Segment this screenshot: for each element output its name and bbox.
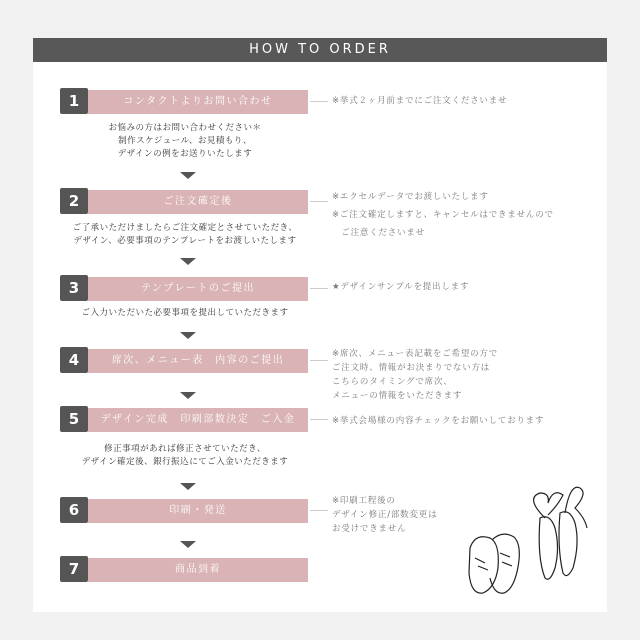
step-note <box>332 347 498 403</box>
arrow-down-icon <box>180 258 196 265</box>
connector-line <box>310 419 328 420</box>
arrow-down-icon <box>180 172 196 179</box>
step-description <box>60 122 310 161</box>
connector-line <box>310 360 328 361</box>
step-description <box>60 443 310 469</box>
step-7 <box>60 556 310 582</box>
step-label: 席次、メニュー表 内容のご提出 <box>88 349 308 373</box>
step-number: 3 <box>60 275 88 301</box>
step-number: 1 <box>60 88 88 114</box>
step-4 <box>60 347 310 373</box>
note-line: ご注意くださいませ <box>332 228 426 238</box>
step-3 <box>60 275 310 301</box>
connector-line <box>310 201 328 202</box>
step-6 <box>60 497 310 523</box>
description-line: デザイン確定後、銀行振込にてご入金いただきます <box>81 457 289 467</box>
step-label: 商品到着 <box>88 558 308 582</box>
note-line: ※席次、メニュー表記載をご希望の方で <box>332 349 499 359</box>
note-line: ※挙式２ヶ月前までにご注文くださいませ <box>332 96 508 106</box>
step-label: コンタクトよりお問い合わせ <box>88 90 308 114</box>
note-line: デザイン修正/部数変更は <box>332 510 438 520</box>
description-line: ご入力いただいた必要事項を提出していただきます <box>81 308 289 318</box>
step-label: 印刷・発送 <box>88 499 308 523</box>
note-line: ★デザインサンプルを提出します <box>332 282 470 292</box>
step-2 <box>60 188 310 214</box>
description-line: 制作スケジュール、お見積もり、 <box>118 136 252 146</box>
step-description <box>60 307 310 320</box>
step-number: 2 <box>60 188 88 214</box>
note-line: ご注文時、情報がお決まりでない方は <box>332 363 491 373</box>
step-note <box>332 414 544 428</box>
note-line: ※印刷工程後の <box>332 496 396 506</box>
note-line: ※エクセルデータでお渡しいたします <box>332 192 489 202</box>
step-number: 7 <box>60 556 88 582</box>
arrow-down-icon <box>180 541 196 548</box>
arrow-down-icon <box>180 483 196 490</box>
note-line: メニューの情報をいただきます <box>332 391 463 401</box>
note-line: ※ご注文確定しますと、キャンセルはできませんので <box>332 210 554 220</box>
page-title: HOW TO ORDER <box>33 38 607 62</box>
description-line: 修正事項があれば修正させていただき、 <box>104 444 266 454</box>
note-line: お受けできません <box>332 524 407 534</box>
description-line: デザインの例をお送りいたします <box>117 149 253 159</box>
description-line: ご了承いただけましたらご注文確定とさせていただき、 <box>72 223 298 233</box>
connector-line <box>310 101 328 102</box>
step-label: ご注文確定後 <box>88 190 308 214</box>
step-number: 5 <box>60 406 88 432</box>
connector-line <box>310 510 328 511</box>
step-note <box>332 494 437 536</box>
note-line: こちらのタイミングで席次、 <box>332 377 453 387</box>
step-number: 4 <box>60 347 88 373</box>
connector-line <box>310 288 328 289</box>
step-number: 6 <box>60 497 88 523</box>
step-1 <box>60 88 310 114</box>
step-note <box>332 280 469 294</box>
shoes-illustration <box>460 478 590 598</box>
note-line: ※挙式会場様の内容チェックをお願いしております <box>332 416 545 426</box>
step-note <box>332 94 507 108</box>
description-line: デザイン、必要事項のテンプレートをお渡しいたします <box>73 236 297 246</box>
step-note <box>332 190 554 240</box>
step-5 <box>60 406 310 432</box>
step-description <box>60 222 310 248</box>
description-line: お悩みの方はお問い合わせください＊ <box>108 123 262 133</box>
step-label: デザイン完成 印刷部数決定 ご入金 <box>88 408 308 432</box>
step-label: テンプレートのご提出 <box>88 277 308 301</box>
arrow-down-icon <box>180 332 196 339</box>
arrow-down-icon <box>180 392 196 399</box>
